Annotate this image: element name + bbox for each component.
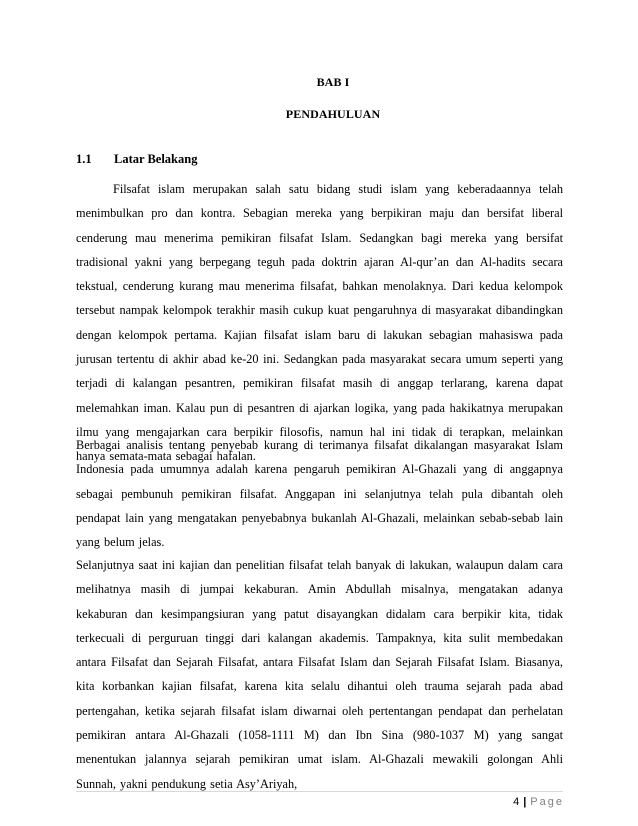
page-label: Page xyxy=(530,796,564,808)
page-footer xyxy=(513,796,564,808)
footer-separator: | xyxy=(523,796,527,808)
section-title: Latar Belakang xyxy=(114,152,198,166)
section-number: 1.1 xyxy=(76,152,92,166)
chapter-title: PENDAHULUAN xyxy=(285,107,381,121)
paragraph-2: Berbagai analisis tentang penyebab kurang di terimanya filsafat dikalangan masyarakat Islam Indonesia pada umumnya adalah karena pengaruh pemikiran Al-Ghazali yang di anggapnya sebagai pembunuh pemikiran filsafat. Anggapan ini selanjutnya telah pula dibantah oleh pendapat lain yang mengatakan penyebabnya bukanlah Al-Ghazali, melainkan sebab-sebab lain yang belum jelas. xyxy=(76,438,563,550)
footer-divider xyxy=(76,791,563,792)
paragraph-3: Selanjutnya saat ini kajian dan penelitian filsafat telah banyak di lakukan, walaupun dalam cara melihatnya masih di jumpai kekaburan. Amin Abdullah misalnya, mengatakan adanya kekaburan dan kesimpangsiuran yang patut disayangkan didalam cara berpikir kita, tidak terkecuali di perguruan tinggi dari kalangan akademis. Tampaknya, kita sulit membedakan antara Filsafat dan Sejarah Filsafat, antara Filsafat Islam dan Sejarah Filsafat Islam. Biasanya, kita korbankan kajian filsafat, karena kita selalu dihantui oleh trauma sejarah pada abad pertengahan, ketika sejarah filsafat islam diwarnai oleh pertentangan pendapat dan perhelatan pemikiran antara Al-Ghazali (1058-1111 M) dan Ibn Sina (980-1037 M) yang sangat menentukan jalannya sejarah pemikiran umat islam. Al-Ghazali mewakili golongan Ahli Sunnah, yakni pendukung setia Asy’Ariyah, xyxy=(76,558,563,791)
section-heading xyxy=(76,152,197,167)
chapter-heading: BAB I xyxy=(316,75,350,89)
page-number: 4 xyxy=(513,796,520,808)
paragraph-1: Filsafat islam merupakan salah satu bidang studi islam yang keberadaannya telah menimbulkan pro dan kontra. Sebagian mereka yang berpikiran maju dan bersifat liberal cenderung mau menerima pemikiran filsafat Islam. Sedangkan bagi mereka yang bersifat tradisional yakni yang berpegang teguh pada doktrin ajaran Al-qur’an dan Al-hadits secara tekstual, cenderung kurang mau menerima filsafat, bahkan menolaknya. Dari kedua kelompok tersebut nampak kelompok terakhir masih cukup kuat pengaruhnya di masyarakat dibandingkan dengan kelompok pertama. Kajian filsafat islam baru di lakukan sebagian mahasiswa pada jurusan tertentu di akhir abad ke-20 ini. Sedangkan pada masyarakat secara umum seperti yang terjadi di kalangan pesantren, pemikiran filsafat masih di anggap terlarang, karena dapat melemahkan iman. Kalau pun di pesantren di ajarkan logika, yang pada hakikatnya merupakan ilmu yang mengajarkan cara berpikir filosofis, namun hal ini tidak di terapkan, melainkan hanya semata-mata sebagai hafalan. xyxy=(76,182,563,464)
